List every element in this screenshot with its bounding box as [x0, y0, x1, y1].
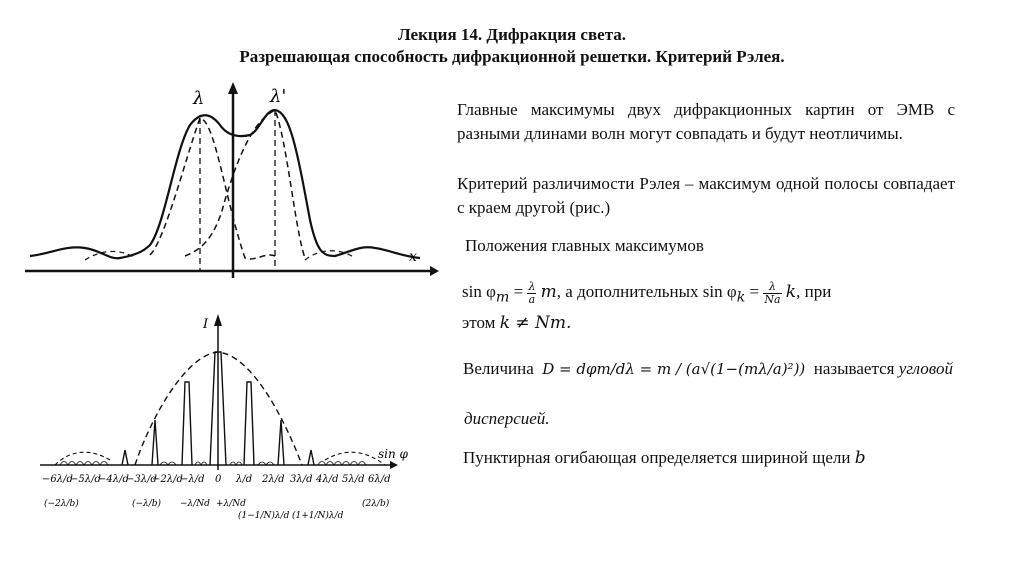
eq-sign: = [509, 282, 528, 301]
dispersion-formula: D = dφm/dλ = m / (a√(1−(mλ/a)²)) [542, 360, 806, 378]
positions-heading: Положения главных максимумов [465, 236, 704, 255]
tick-label: −4λ/d [98, 474, 129, 485]
dispersion-line [463, 357, 983, 381]
dispersion-called: называется [813, 359, 895, 378]
fig1-sum-curve [30, 110, 420, 258]
tick-label: 0 [215, 474, 222, 485]
dispersion-word: дисперсией. [464, 409, 550, 428]
fig2-y-label: I [203, 317, 209, 332]
frac-num: λ [528, 279, 536, 293]
tick-label: 4λ/d [316, 474, 339, 485]
tick-label: 6λ/d [368, 474, 391, 485]
tick-label: λ/d [236, 474, 253, 485]
frac2-num: λ [763, 281, 781, 294]
bottom-label: (1−1/N)λ/d [238, 511, 290, 521]
bottom-label: (−λ/b) [132, 499, 162, 509]
fig2-bottom-labels [44, 498, 390, 521]
fig2-tick-labels [42, 474, 390, 485]
fig1-right-component [185, 110, 305, 258]
grating-intensity-figure [40, 310, 420, 530]
dispersion-term: угловой [898, 359, 953, 378]
tick-label: −5λ/d [70, 474, 101, 485]
tick-label: −6λ/d [42, 474, 73, 485]
lambda-over-Na [763, 281, 781, 306]
tick-label: −λ/d [180, 474, 205, 485]
frac-den: a [528, 292, 536, 306]
condition-line [462, 311, 571, 335]
frac2-den: Na [764, 292, 781, 306]
envelope-var: b [854, 448, 866, 468]
bottom-label: (−2λ/b) [44, 499, 79, 509]
fig1-peak-right-label: λ' [270, 86, 287, 107]
sub-m: m [495, 289, 510, 306]
envelope-text: Пунктирная огибающая определяется шириной щели [463, 448, 851, 467]
paragraph-rayleigh: Критерий различимости Рэлея – максимум одной полосы совпадает с краем другой (рис.) [457, 174, 955, 217]
tick-label: −3λ/d [126, 474, 157, 485]
fig2-y-arrow [214, 314, 222, 326]
sub-k: k [736, 289, 746, 306]
k-var: k [785, 282, 797, 302]
fig1-y-arrow [228, 82, 238, 94]
middle-text: , а дополнительных [556, 282, 703, 301]
lecture-title: Лекция 14. Дифракция света. [397, 25, 627, 44]
fig2-x-arrow [390, 461, 398, 469]
tick-label: 3λ/d [290, 474, 313, 485]
lambda-over-a [527, 281, 536, 306]
fig1-x-label: x [409, 249, 417, 265]
fig1-side-lobes [85, 251, 355, 260]
fig1-x-arrow [430, 266, 439, 276]
bottom-label: (1+1/N)λ/d [292, 511, 344, 521]
bottom-label: +λ/Nd [216, 499, 246, 509]
bottom-label: −λ/Nd [180, 499, 210, 509]
tick-label: 2λ/d [262, 474, 285, 485]
eq-sign-2: = [745, 282, 764, 301]
formula-line [462, 280, 982, 309]
sin-phi-k: sin φ [702, 282, 737, 301]
envelope-line [463, 446, 866, 470]
lecture-subtitle: Разрешающая способность дифракционной решетки. Критерий Рэлея. [239, 47, 785, 66]
m-var: m [540, 282, 557, 302]
bottom-label: (2λ/b) [362, 499, 390, 509]
condition-expr: k ≠ Nm. [499, 313, 572, 333]
sin-phi-m: sin φ [462, 282, 496, 301]
tick-label: 5λ/d [342, 474, 365, 485]
fig2-x-label: sin φ [378, 447, 408, 461]
tick-label: −2λ/d [152, 474, 183, 485]
rayleigh-criterion-figure [25, 80, 440, 280]
condition-prefix: этом [462, 313, 500, 332]
end-text: , при [796, 282, 832, 301]
fig1-peak-left-label: λ [193, 88, 205, 109]
paragraph-maxima: Главные максимумы двух дифракционных картин от ЭМВ с разными длинами волн могут совпадать и будут неотличимы. [457, 100, 955, 143]
dispersion-label: Величина [463, 359, 534, 378]
